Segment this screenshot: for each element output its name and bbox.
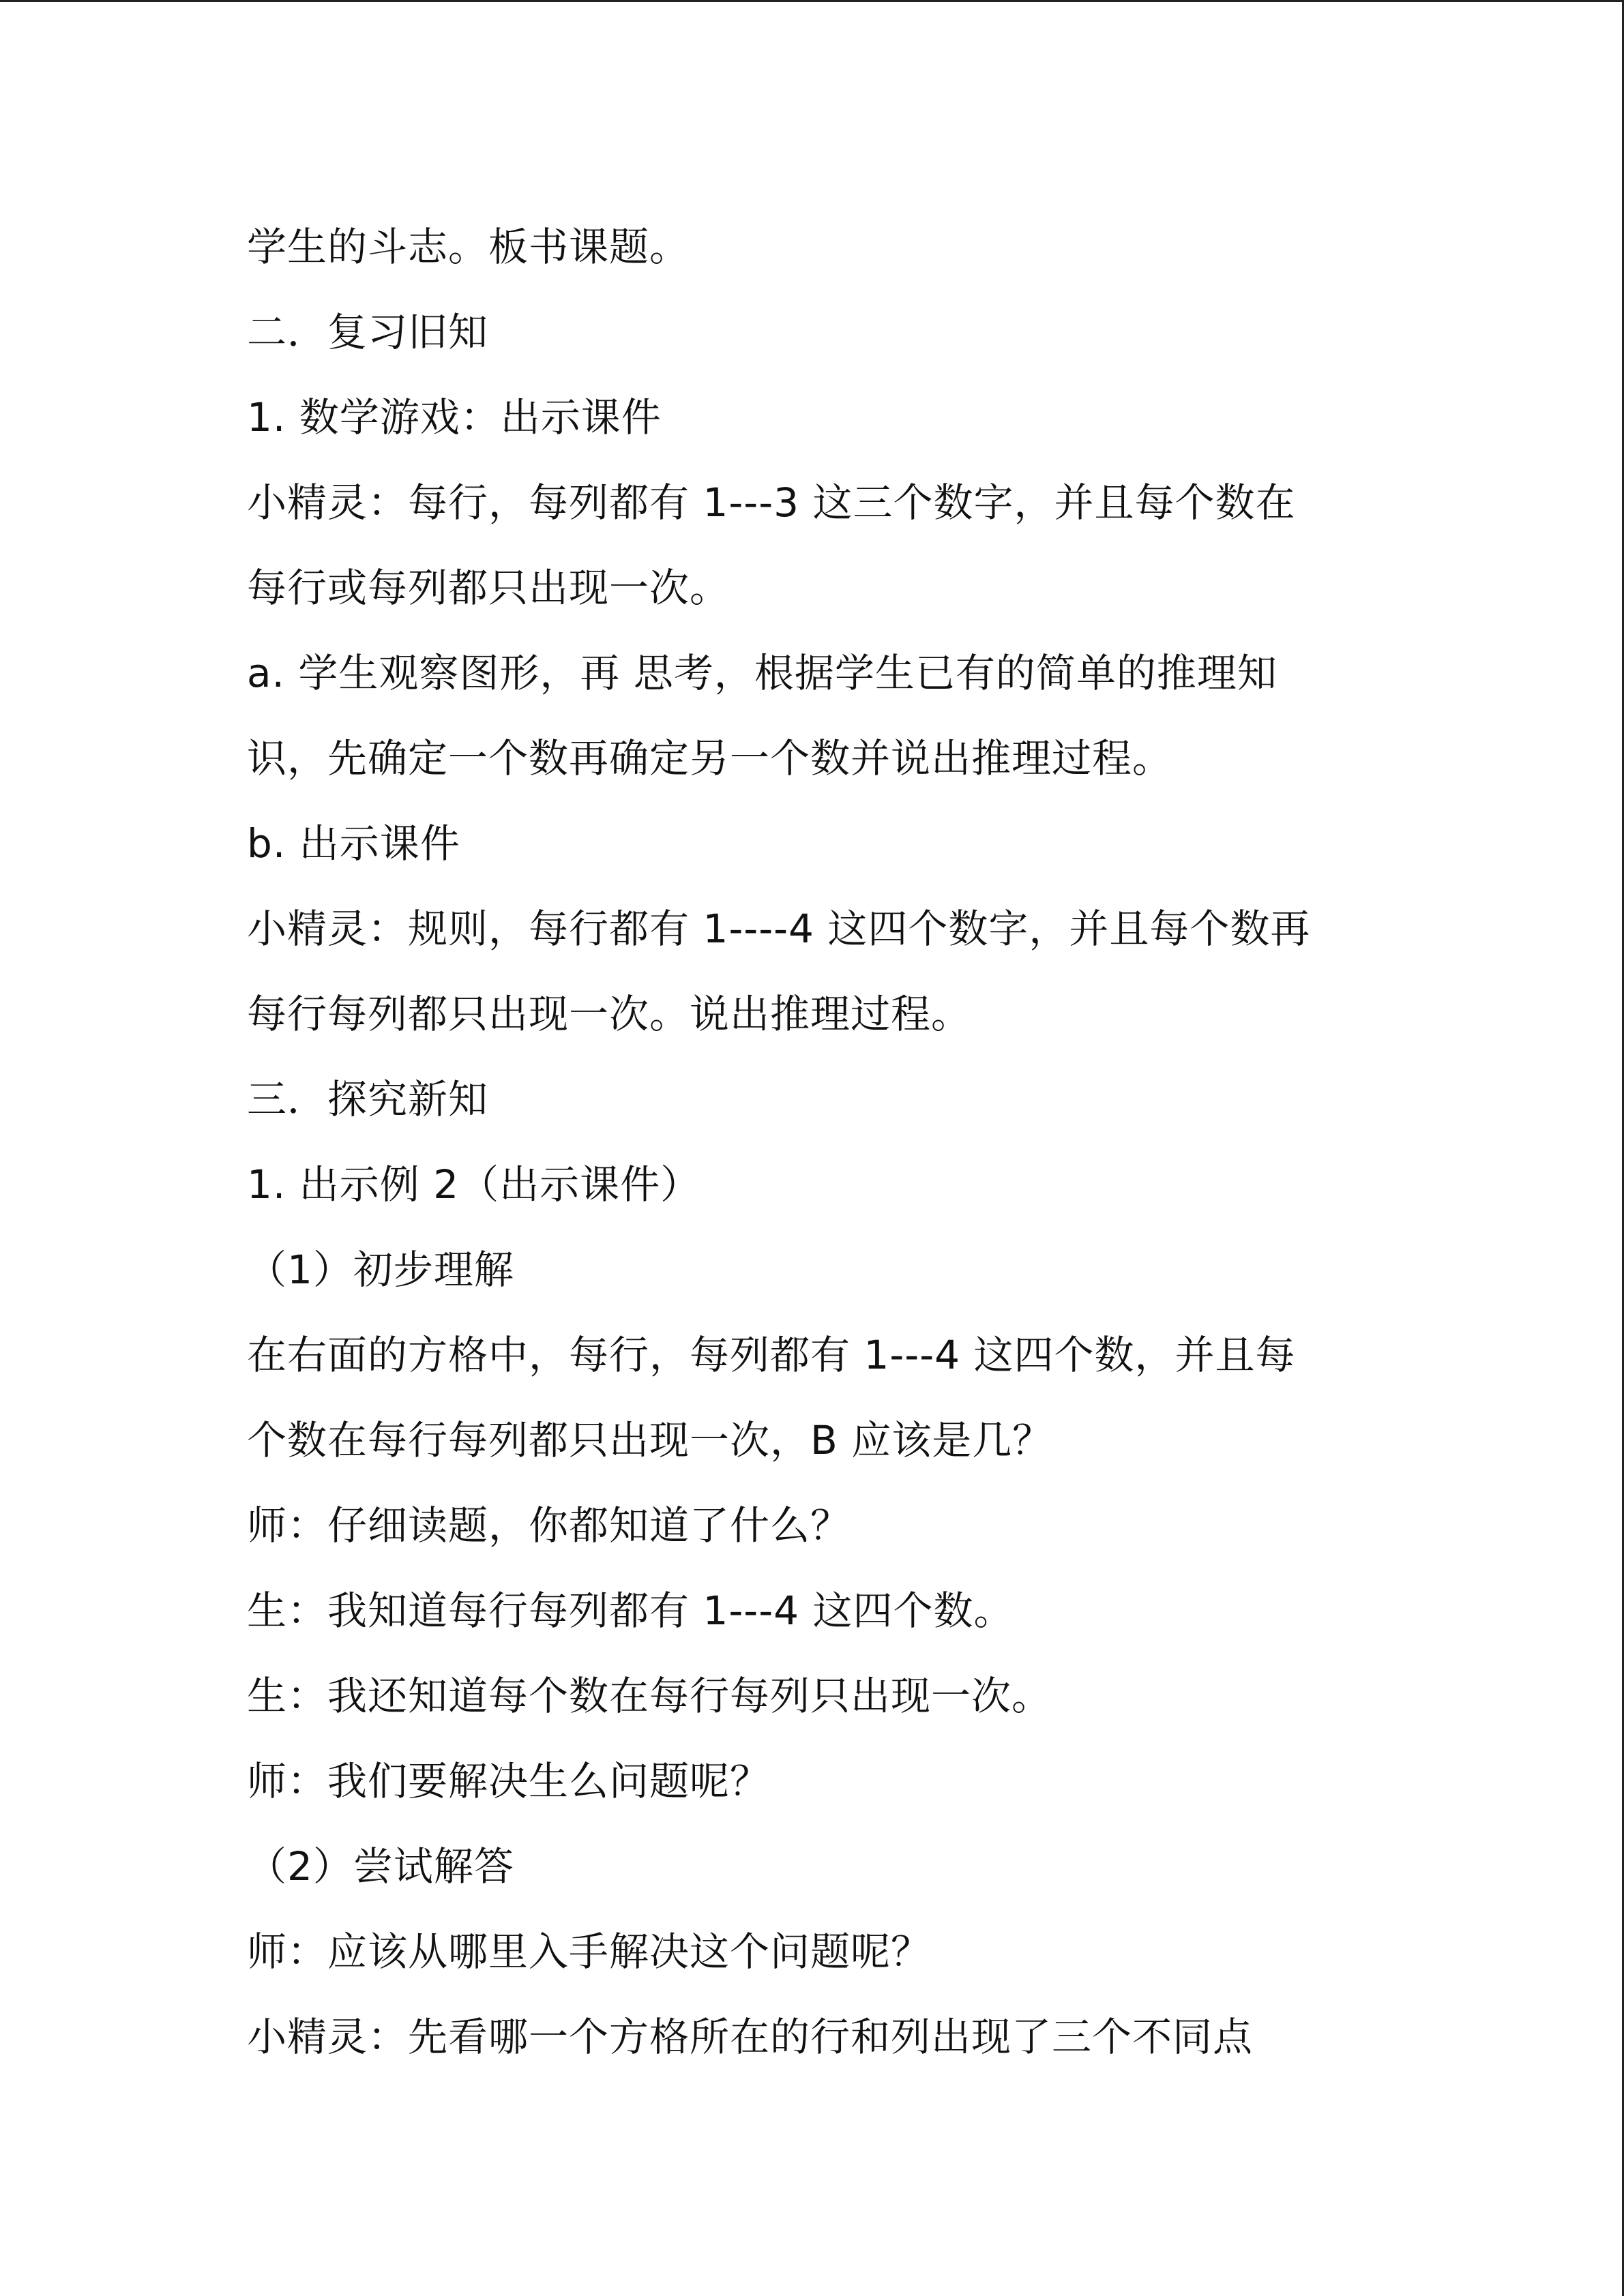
text-line: 师：应该从哪里入手解决这个问题呢？ (247, 1928, 932, 1975)
subsection-heading: （1）初步理解 (247, 1247, 514, 1293)
text-line: 1. 出示例 2（出示课件） (247, 1161, 701, 1208)
text-line: 学生的斗志。板书课题。 (247, 224, 690, 270)
text-line: b. 出示课件 (247, 820, 460, 867)
text-line: 小精灵：每行，每列都有 1---3 这三个数字，并且每个数在 (247, 479, 1296, 526)
text-line: 师：仔细读题，你都知道了什么？ (247, 1502, 851, 1549)
text-line: 小精灵：规则，每行都有 1----4 这四个数字，并且每个数再 (247, 906, 1311, 952)
text-line: a. 学生观察图形，再 思考，根据学生已有的简单的推理知 (247, 650, 1278, 696)
section-heading: 二．复习旧知 (247, 309, 489, 355)
text-line: 生：我知道每行每列都有 1---4 这四个数。 (247, 1587, 1014, 1634)
text-line: 1. 数学游戏：出示课件 (247, 394, 662, 441)
text-line: 每行每列都只出现一次。说出推理过程。 (247, 991, 972, 1037)
text-line: 生：我还知道每个数在每行每列只出现一次。 (247, 1673, 1052, 1719)
text-line: 在右面的方格中，每行，每列都有 1---4 这四个数，并且每 (247, 1332, 1296, 1378)
text-line: 个数在每行每列都只出现一次，B 应该是几？ (247, 1417, 1053, 1463)
document-body (247, 205, 1420, 2080)
page-border-top (0, 0, 1624, 2)
text-line: 小精灵：先看哪一个方格所在的行和列出现了三个不同点 (247, 2014, 1254, 2060)
text-line: 每行或每列都只出现一次。 (247, 565, 730, 611)
section-heading: 三．探究新知 (247, 1076, 489, 1122)
text-line: 师：我们要解决生么问题呢？ (247, 1758, 771, 1804)
text-line: 识，先确定一个数再确定另一个数并说出推理过程。 (247, 735, 1173, 781)
subsection-heading: （2）尝试解答 (247, 1843, 514, 1890)
